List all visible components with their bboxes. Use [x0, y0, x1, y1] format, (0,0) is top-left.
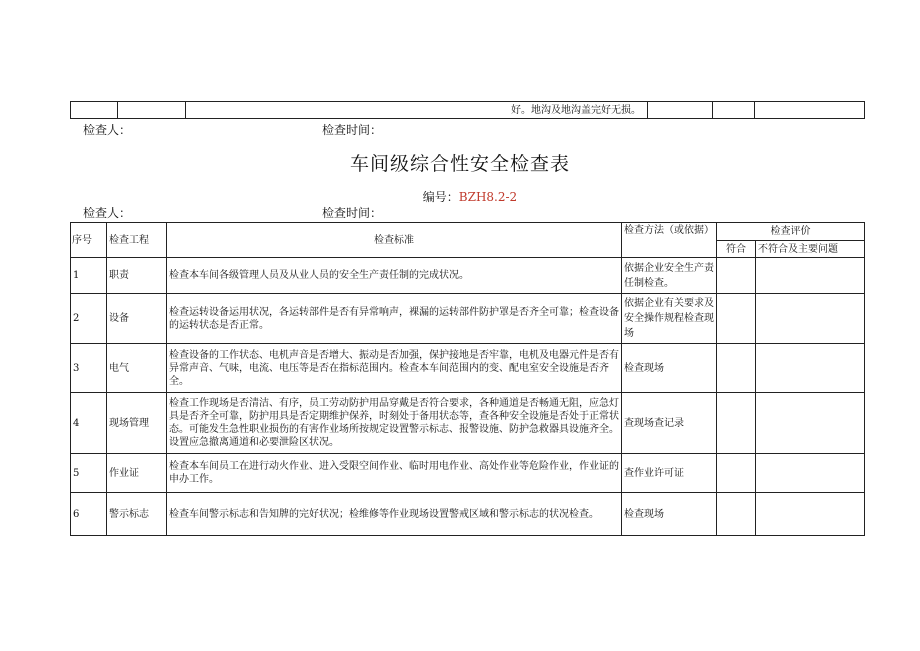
table-row: [71, 393, 865, 454]
row-method: 查作业许可证: [622, 454, 717, 493]
row-item: 警示标志: [107, 493, 167, 536]
row-standard: 检查工作现场是否清洁、有序，员工劳动防护用品穿戴是否符合要求，各种通道是否畅通无阻，应急灯具是否齐全可靠，防护用具是否定期维护保养，时刻处于备用状态等，查各种安全设施是否处于正常状态。可能发生急性职业损伤的有害作业场所按规定设置警示标志、报警设施、防护急救器具设施齐全。设置应急撤离通道和必要泄险区状况。: [167, 393, 622, 454]
inspection-time-label: 检查时间：: [322, 206, 383, 220]
inspection-table: [70, 222, 865, 536]
row-conform: [717, 344, 756, 393]
row-no: 6: [71, 493, 107, 536]
table-row: [71, 344, 865, 393]
row-conform: [717, 454, 756, 493]
row-nonconform: [756, 393, 865, 454]
row-standard: 检查本车间各级管理人员及从业人员的安全生产责任制的完成状况。: [167, 258, 622, 294]
row-standard: 检查本车间员工在进行动火作业、进入受限空间作业、临时用电作业、高处作业等危险作业，作业证的申办工作。: [167, 454, 622, 493]
header-nonconform: 不符合及主要问题: [756, 241, 865, 258]
prev-cell-text: 好。地沟及地沟盖完好无损。: [186, 102, 648, 119]
row-no: 2: [71, 294, 107, 344]
table-row: [71, 454, 865, 493]
row-no: 1: [71, 258, 107, 294]
row-nonconform: [756, 454, 865, 493]
row-conform: [717, 393, 756, 454]
row-nonconform: [756, 344, 865, 393]
code-value: BZH8.2-2: [458, 190, 518, 204]
row-method: 依据企业安全生产责任制检查。: [622, 258, 717, 294]
row-method: 查现场查记录: [622, 393, 717, 454]
header-no: 序号: [71, 223, 107, 258]
header-eval: 检查评价: [717, 223, 865, 241]
row-nonconform: [756, 294, 865, 344]
table-row: [71, 102, 865, 119]
previous-table-fragment: [70, 101, 865, 119]
row-method: 检查现场: [622, 493, 717, 536]
inspector-label-top: 检查人：: [83, 123, 132, 137]
header-conform: 符合: [717, 241, 756, 258]
row-conform: [717, 294, 756, 344]
row-standard: 检查运转设备运用状况，各运转部件是否有异常响声，裸漏的运转部件防护罩是否齐全可靠；检查设备的运转状态是否正常。: [167, 294, 622, 344]
inspector-label: 检查人：: [83, 206, 132, 220]
row-nonconform: [756, 493, 865, 536]
row-item: 电气: [107, 344, 167, 393]
page-title: 车间级综合性安全检查表: [349, 153, 570, 175]
table-row: [71, 294, 865, 344]
table-header-row: [71, 223, 865, 241]
row-no: 4: [71, 393, 107, 454]
table-row: [71, 493, 865, 536]
row-nonconform: [756, 258, 865, 294]
row-standard: 检查设备的工作状态、电机声音是否增大、振动是否加强，保护接地是否牢靠，电机及电器元件是否有异常声音、气味，电流、电压等是否在指标范围内。检查本车间范围内的变、配电室安全设施是否齐全。: [167, 344, 622, 393]
row-item: 现场管理: [107, 393, 167, 454]
inspection-time-label-top: 检查时间：: [322, 123, 383, 137]
row-item: 职责: [107, 258, 167, 294]
row-item: 作业证: [107, 454, 167, 493]
row-method: 依据企业有关要求及安全操作规程检查现场: [622, 294, 717, 344]
document-code: [0, 188, 920, 205]
row-conform: [717, 493, 756, 536]
header-item: 检查工程: [107, 223, 167, 258]
row-method: 检查现场: [622, 344, 717, 393]
header-standard: 检查标准: [167, 223, 622, 258]
row-standard: 检查车间警示标志和告知牌的完好状况；检维修等作业现场设置警戒区域和警示标志的状况检查。: [167, 493, 622, 536]
row-no: 5: [71, 454, 107, 493]
header-method: 检查方法（或依据）: [622, 223, 717, 258]
row-no: 3: [71, 344, 107, 393]
code-label: 编号：: [422, 190, 459, 204]
row-item: 设备: [107, 294, 167, 344]
table-row: [71, 258, 865, 294]
row-conform: [717, 258, 756, 294]
